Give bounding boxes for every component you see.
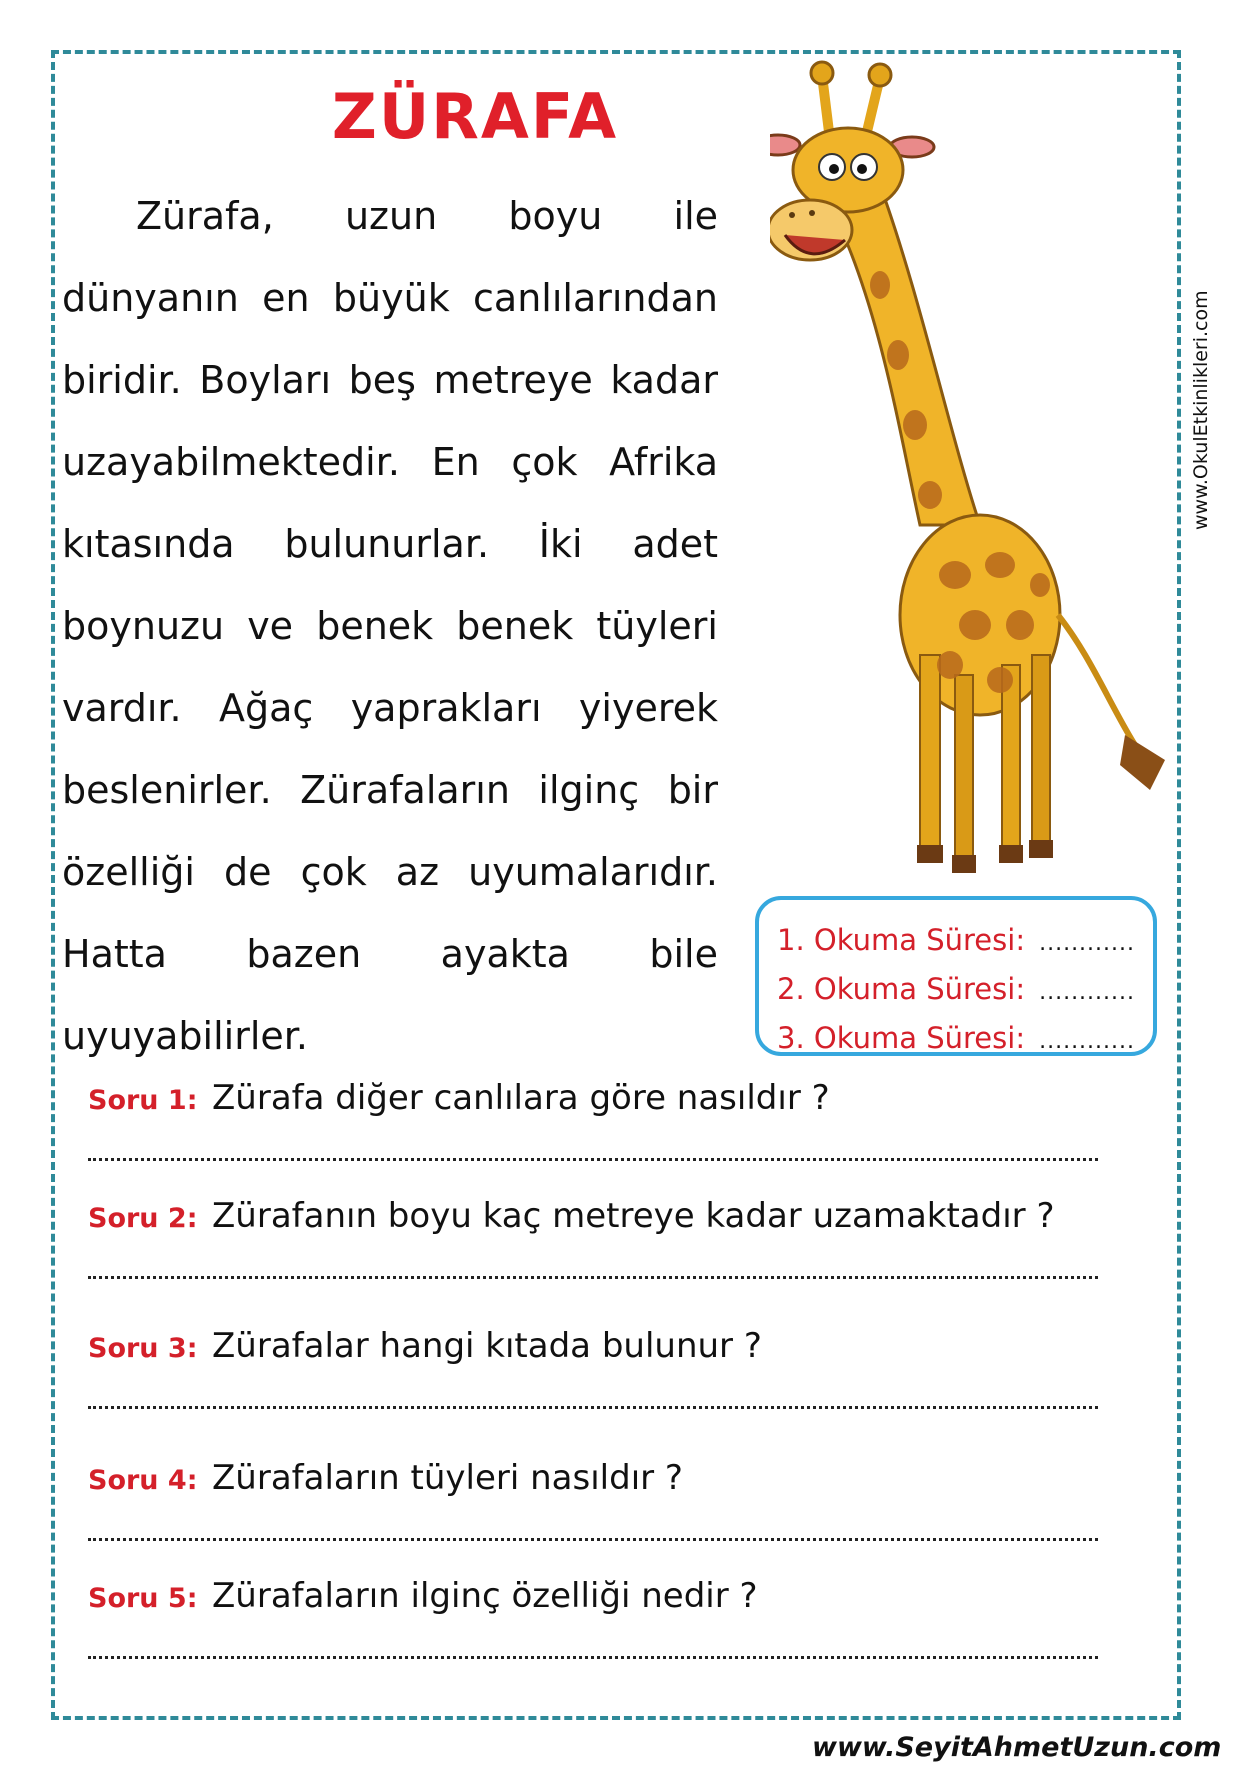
- story-line: beslenirler. Zürafaların ilginç bir: [62, 768, 718, 812]
- question-block: [88, 1070, 1118, 1161]
- question-text: Zürafa diğer canlılara göre nasıldır ?: [212, 1078, 830, 1118]
- question-text: Zürafaların ilginç özelliği nedir ?: [212, 1576, 758, 1616]
- question-line: [88, 1450, 1118, 1506]
- question-label: Soru 2:: [88, 1203, 198, 1234]
- story-line: uzayabilmektedir. En çok Afrika: [62, 440, 718, 484]
- reading-time-row: [777, 1014, 1153, 1063]
- question-label: Soru 3:: [88, 1333, 198, 1364]
- page-title: ZÜRAFA: [331, 80, 619, 153]
- question-label: Soru 4:: [88, 1465, 198, 1496]
- question-block: [88, 1318, 1118, 1409]
- answer-line[interactable]: [88, 1642, 1098, 1659]
- giraffe-illustration: [770, 55, 1190, 905]
- reading-time-label: 1. Okuma Süresi:: [777, 923, 1026, 957]
- story-text: [62, 175, 718, 1077]
- reading-time-row: [777, 965, 1153, 1014]
- story-line: kıtasında bulunurlar. İki adet: [62, 522, 718, 566]
- question-block: [88, 1188, 1118, 1279]
- reading-time-box: [755, 896, 1157, 1056]
- question-line: [88, 1070, 1118, 1126]
- story-line: biridir. Boyları beş metreye kadar: [62, 358, 718, 402]
- question-text: Zürafanın boyu kaç metreye kadar uzamaktadır ?: [212, 1196, 1055, 1236]
- question-line: [88, 1318, 1118, 1374]
- answer-line[interactable]: [88, 1392, 1098, 1409]
- reading-time-blank: ............: [1039, 931, 1136, 956]
- side-url: www.OkulEtkinlikleri.com: [1190, 290, 1212, 530]
- question-line: [88, 1568, 1118, 1624]
- story-line: uyuyabilirler.: [62, 1014, 308, 1058]
- reading-time-label: 2. Okuma Süresi:: [777, 972, 1026, 1006]
- answer-line[interactable]: [88, 1524, 1098, 1541]
- story-line: dünyanın en büyük canlılarından: [62, 276, 718, 320]
- question-block: [88, 1450, 1118, 1541]
- story-line: Hatta bazen ayakta bile: [62, 932, 718, 976]
- reading-time-blank: ............: [1039, 1029, 1136, 1054]
- story-line: Zürafa, uzun boyu ile: [136, 194, 718, 238]
- reading-time-blank: ............: [1039, 980, 1136, 1005]
- question-block: [88, 1568, 1118, 1659]
- footer-url: www.SeyitAhmetUzun.com: [812, 1732, 1222, 1763]
- question-label: Soru 1:: [88, 1085, 198, 1116]
- answer-line[interactable]: [88, 1144, 1098, 1161]
- reading-time-label: 3. Okuma Süresi:: [777, 1021, 1026, 1055]
- reading-time-row: [777, 916, 1153, 965]
- story-line: özelliği de çok az uyumalarıdır.: [62, 850, 718, 894]
- story-line: boynuzu ve benek benek tüyleri: [62, 604, 718, 648]
- story-line: vardır. Ağaç yaprakları yiyerek: [62, 686, 718, 730]
- answer-line[interactable]: [88, 1262, 1098, 1279]
- question-label: Soru 5:: [88, 1583, 198, 1614]
- question-text: Zürafalar hangi kıtada bulunur ?: [212, 1326, 762, 1366]
- question-line: [88, 1188, 1118, 1244]
- question-text: Zürafaların tüyleri nasıldır ?: [212, 1458, 683, 1498]
